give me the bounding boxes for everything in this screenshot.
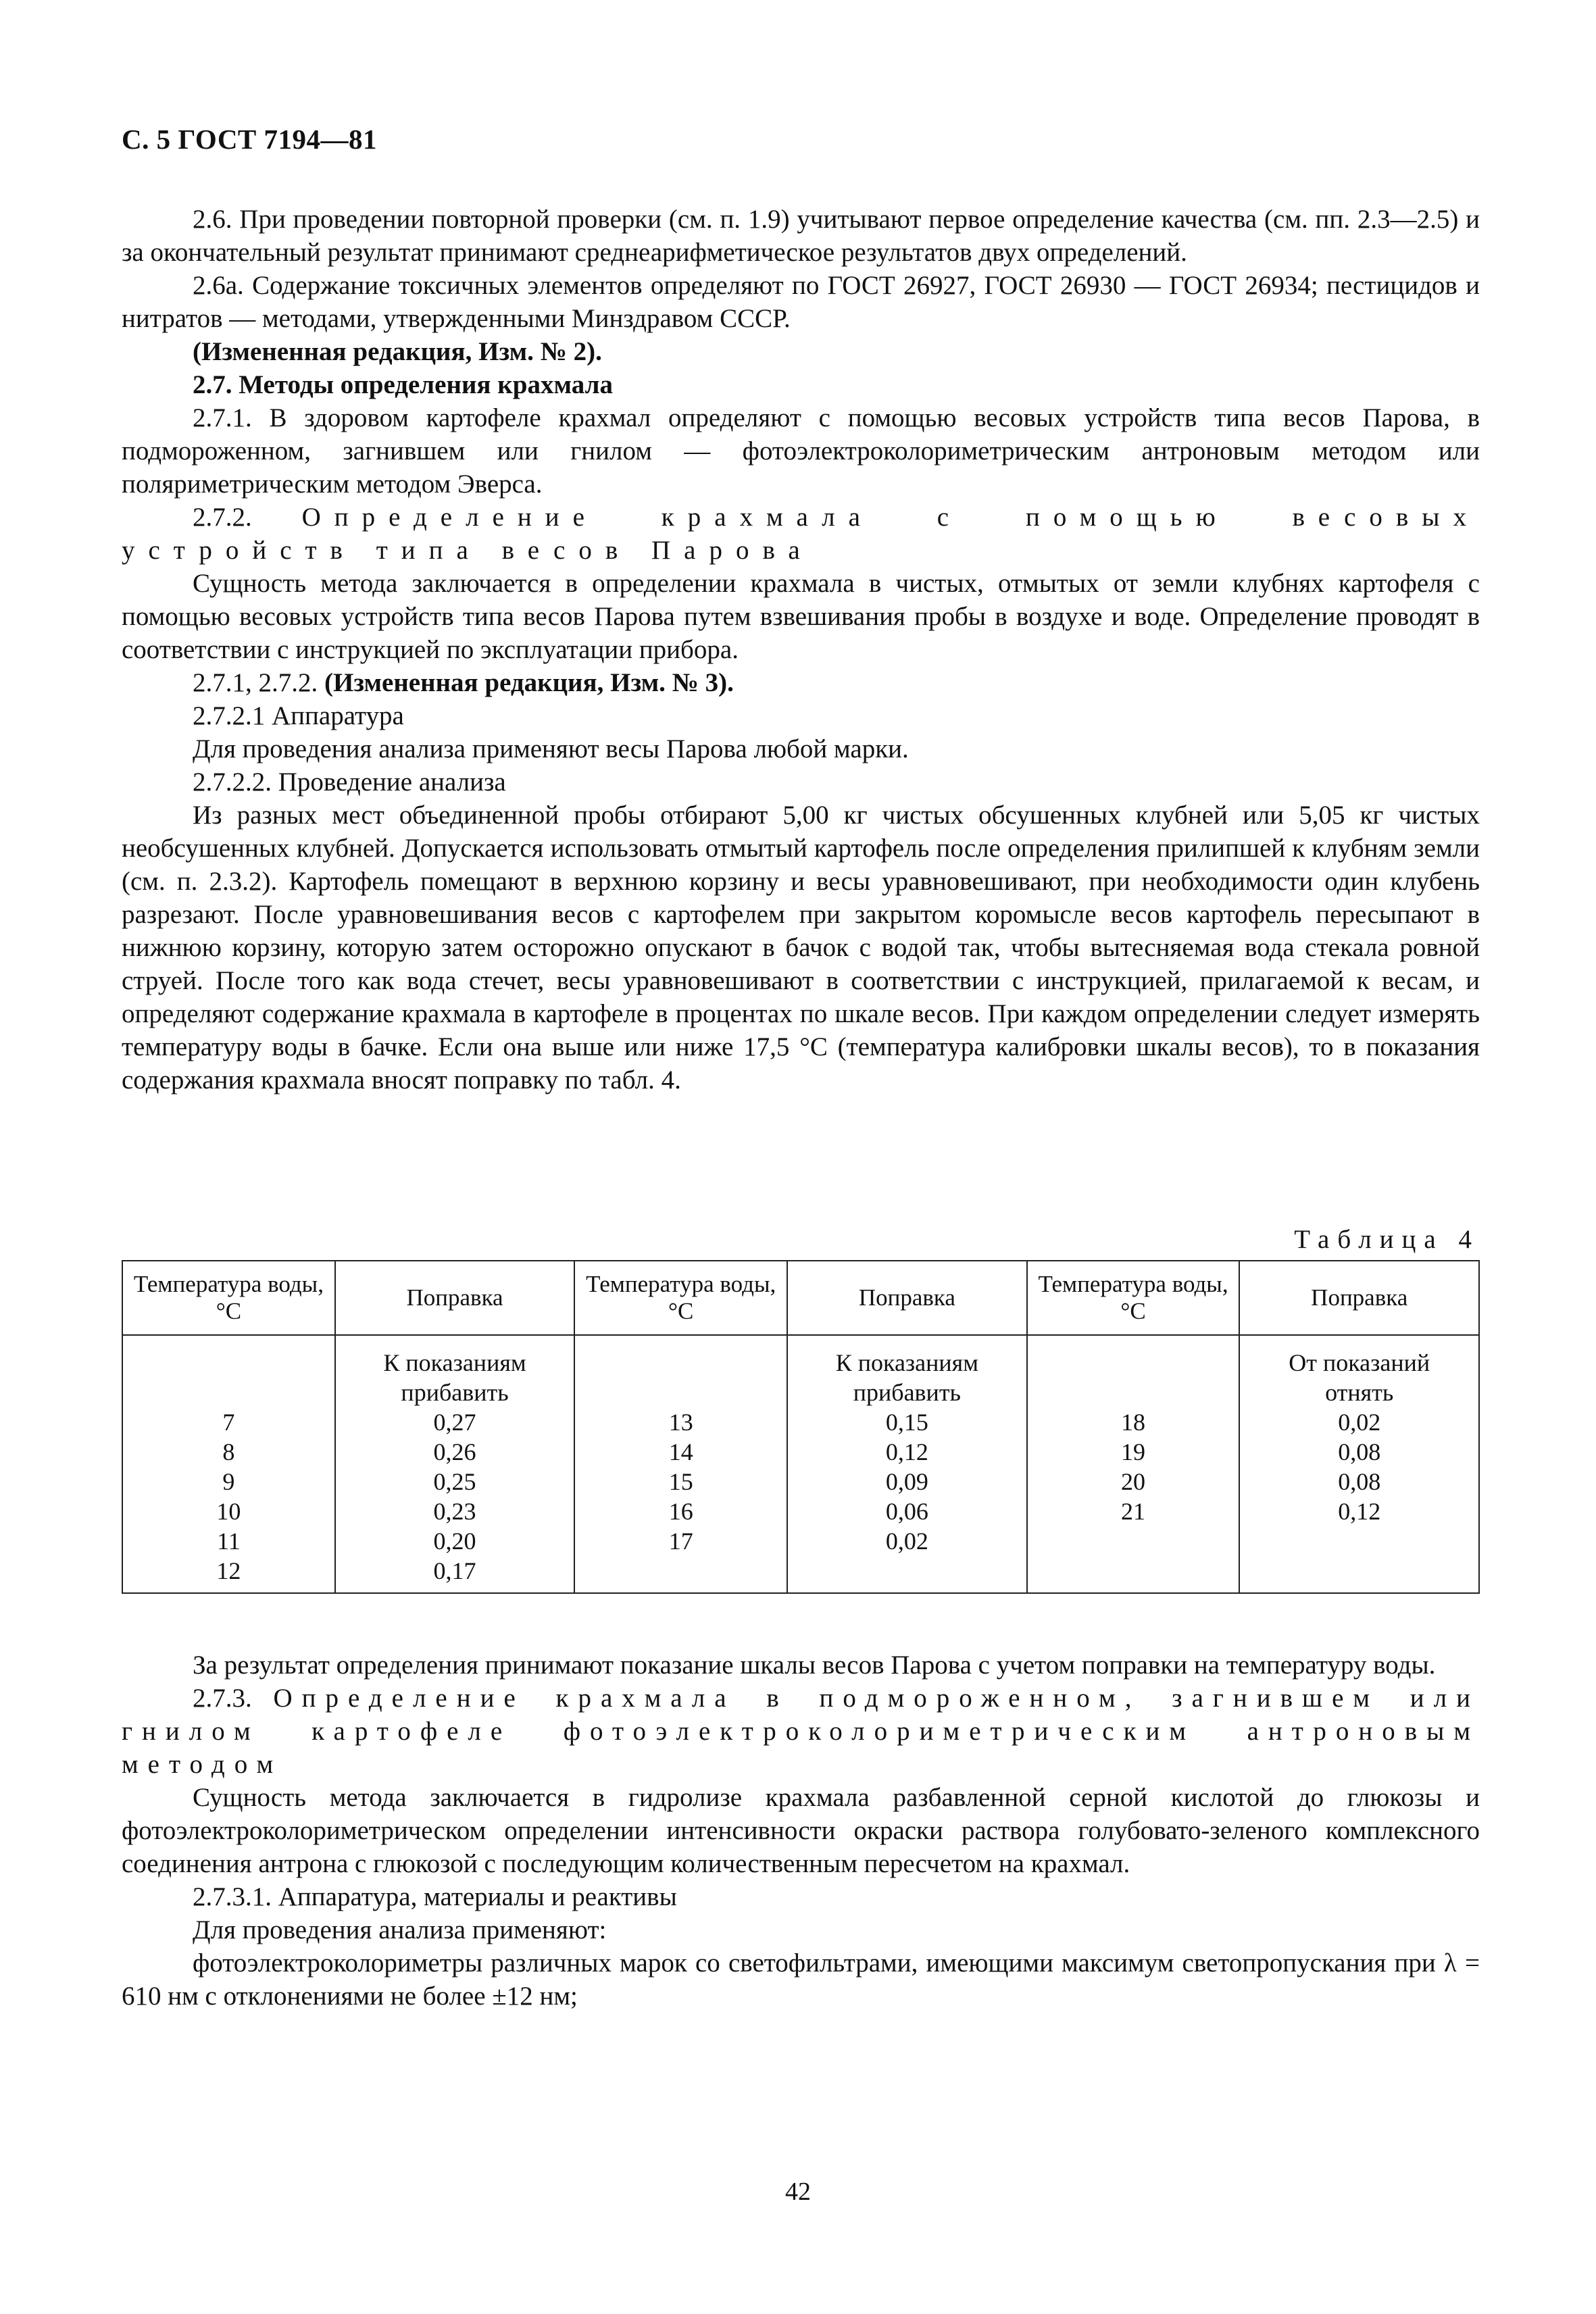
table-cell-value: 9 bbox=[222, 1468, 235, 1495]
table-cell-value: 0,09 bbox=[885, 1468, 928, 1495]
table-cell-value: 13 bbox=[668, 1409, 693, 1436]
clause-number: 2.7.2. bbox=[193, 503, 252, 532]
table-cell-value: 21 bbox=[1121, 1498, 1146, 1525]
header-corr-1: Поправка bbox=[335, 1261, 575, 1335]
header-corr-2: Поправка bbox=[787, 1261, 1027, 1335]
correction-table bbox=[122, 1260, 1480, 1594]
paragraph-procedure: Из разных мест объединенной пробы отбирают 5,00 кг чистых обсушенных клубней или 5,05 кг чистых необсушенных клубней. Допускается использовать отмытый картофель после определения прилипшей к клубням земли (см. п. 2.3.2). Картофель помещают в верхнюю корзину и весы уравновешивают, при необходимости один клубень разрезают. После уравновешивания весов с картофелем при закрытом коромысле весов картофель пересыпают в нижнюю корзину, которую затем осторожно опускают в бачок с водой так, чтобы вытесняемая вода стекала ровной струей. После того как вода стечет, весы уравновешивают в соответствии с инструкцией, прилагаемой к весам, и определяют содержание крахмала в картофеле в процентах по шкале весов. При каждом определении следует измерять температуру воды в бачке. Если она выше или ниже 17,5 °С (температура калибровки шкалы весов), то в показания содержания крахмала вносят поправку по табл. 4. bbox=[122, 801, 1480, 1095]
table-cell-value: 17 bbox=[668, 1528, 693, 1555]
paragraph-2-7-3-heading bbox=[122, 1682, 1480, 1781]
text-block-upper bbox=[122, 203, 1480, 1097]
amendment-label: (Измененная редакция, Изм. № 3). bbox=[324, 668, 734, 697]
clause-refs: 2.7.1, 2.7.2. bbox=[193, 668, 318, 697]
paragraph-2-6a: 2.6а. Содержание токсичных элементов определяют по ГОСТ 26927, ГОСТ 26930 — ГОСТ 26934; пестицидов и нитратов — методами, утвержденными Минздравом СССР. bbox=[122, 271, 1480, 333]
section-heading-2-7: 2.7. Методы определения крахмала bbox=[193, 370, 613, 399]
table-cell-value: 0,20 bbox=[433, 1528, 476, 1555]
table-cell-value: 0,02 bbox=[1338, 1409, 1381, 1436]
table-cell-value: 0,17 bbox=[433, 1557, 476, 1584]
table-body-row bbox=[122, 1335, 1479, 1593]
col-temp-2-values bbox=[575, 1407, 787, 1556]
paragraph-2-7-3-1: 2.7.3.1. Аппаратура, материалы и реактивы bbox=[193, 1882, 677, 1911]
table-cell-value: 0,08 bbox=[1338, 1468, 1381, 1495]
amendment-note-3 bbox=[122, 666, 1480, 699]
table-cell-value: 0,25 bbox=[433, 1468, 476, 1495]
paragraph-2-7-2-heading bbox=[122, 501, 1480, 567]
table-cell-value: 0,06 bbox=[885, 1498, 928, 1525]
col-corr-3 bbox=[1239, 1335, 1479, 1593]
paragraph-apply: Для проведения анализа применяют: bbox=[193, 1915, 607, 1944]
page-number: 42 bbox=[785, 2178, 811, 2206]
table-cell-value: 19 bbox=[1121, 1438, 1146, 1465]
group-label-1: К показаниям прибавить bbox=[383, 1349, 526, 1406]
col-corr-2 bbox=[787, 1335, 1027, 1593]
clause-number: 2.7.3. bbox=[193, 1684, 252, 1713]
table-cell-value: 10 bbox=[216, 1498, 241, 1525]
group-label-3: От показаний отнять bbox=[1289, 1349, 1430, 1406]
col-corr-2-values bbox=[788, 1407, 1026, 1556]
page-header: С. 5 ГОСТ 7194—81 bbox=[122, 124, 378, 155]
table-cell-value: 0,02 bbox=[885, 1528, 928, 1555]
table-cell-value: 15 bbox=[668, 1468, 693, 1495]
table-cell-value: 16 bbox=[668, 1498, 693, 1525]
paragraph-result: За результат определения принимают показание шкалы весов Парова с учетом поправки на температуру воды. bbox=[193, 1651, 1436, 1680]
table-cell-value: 18 bbox=[1121, 1409, 1146, 1436]
paragraph-apparatus: Для проведения анализа применяют весы Парова любой марки. bbox=[193, 734, 909, 763]
paragraph-method-essence: Сущность метода заключается в определении крахмала в чистых, отмытых от земли клубнях картофеля с помощью весовых устройств типа весов Парова путем взвешивания пробы в воздухе и воде. Определение проводят в соответствии с инструкцией по эксплуатации прибора. bbox=[122, 569, 1480, 664]
paragraph-photocolorimeters: фотоэлектроколориметры различных марок со светофильтрами, имеющими максимум светопропускания при λ = 610 нм с отклонениями не более ±12 нм; bbox=[122, 1948, 1480, 2011]
header-corr-3: Поправка bbox=[1239, 1261, 1479, 1335]
header-temp-3: Температура воды, °С bbox=[1027, 1261, 1240, 1335]
col-corr-1 bbox=[335, 1335, 575, 1593]
col-temp-1 bbox=[122, 1335, 335, 1593]
header-temp-1: Температура воды, °С bbox=[122, 1261, 335, 1335]
table-cell-value: 14 bbox=[668, 1438, 693, 1465]
header-temp-2: Температура воды, °С bbox=[574, 1261, 787, 1335]
col-temp-3-values bbox=[1028, 1407, 1239, 1526]
paragraph-2-7-1: 2.7.1. В здоровом картофеле крахмал определяют с помощью весовых устройств типа весов Парова, в подмороженном, загнившем или гнилом — фотоэлектроколориметрическим антроновым методом или поляриметрическим методом Эверса. bbox=[122, 403, 1480, 499]
amendment-note-2: (Измененная редакция, Изм. № 2). bbox=[193, 337, 602, 366]
table-cell-value: 20 bbox=[1121, 1468, 1146, 1495]
paragraph-2-7-2-1: 2.7.2.1 Аппаратура bbox=[193, 701, 404, 730]
paragraph-2-7-2-2: 2.7.2.2. Проведение анализа bbox=[193, 768, 506, 797]
table-caption: Таблица 4 bbox=[1294, 1225, 1480, 1254]
paragraph-anthrone-essence: Сущность метода заключается в гидролизе крахмала разбавленной серной кислотой до глюкозы и фотоэлектроколориметрическом определении интенсивности окраски раствора голубовато-зеленого комплексного соединения антрона с глюкозой с последующим количественным пересчетом на крахмал. bbox=[122, 1783, 1480, 1878]
text-block-lower bbox=[122, 1649, 1480, 2013]
group-label-2: К показаниям прибавить bbox=[835, 1349, 978, 1406]
col-corr-1-values bbox=[336, 1407, 574, 1586]
table-cell-value: 12 bbox=[216, 1557, 241, 1584]
table-header-row bbox=[122, 1261, 1479, 1335]
table-cell-value: 0,08 bbox=[1338, 1438, 1381, 1465]
spaced-heading: Определение крахмала с помощью весовых устройств типа весов Парова bbox=[122, 503, 1480, 565]
table-cell-value: 7 bbox=[222, 1409, 235, 1436]
table-cell-value: 0,12 bbox=[885, 1438, 928, 1465]
col-temp-1-values bbox=[123, 1407, 334, 1586]
table-cell-value: 0,23 bbox=[433, 1498, 476, 1525]
table-cell-value: 0,12 bbox=[1338, 1498, 1381, 1525]
paragraph-2-6: 2.6. При проведении повторной проверки (см. п. 1.9) учитывают первое определение качества (см. пп. 2.3—2.5) и за окончательный результат принимают среднеарифметическое результатов двух определений. bbox=[122, 205, 1480, 267]
col-corr-3-values bbox=[1240, 1407, 1478, 1526]
table-cell-value: 0,15 bbox=[885, 1409, 928, 1436]
table-cell-value: 11 bbox=[217, 1528, 241, 1555]
table-cell-value: 8 bbox=[222, 1438, 235, 1465]
table-cell-value: 0,26 bbox=[433, 1438, 476, 1465]
spaced-heading: Определение крахмала в подмороженном, загнившем или гнилом картофеле фотоэлектроколориметрическим антроновым методом bbox=[122, 1684, 1480, 1779]
col-temp-3 bbox=[1027, 1335, 1240, 1593]
col-temp-2 bbox=[574, 1335, 787, 1593]
table-cell-value: 0,27 bbox=[433, 1409, 476, 1436]
